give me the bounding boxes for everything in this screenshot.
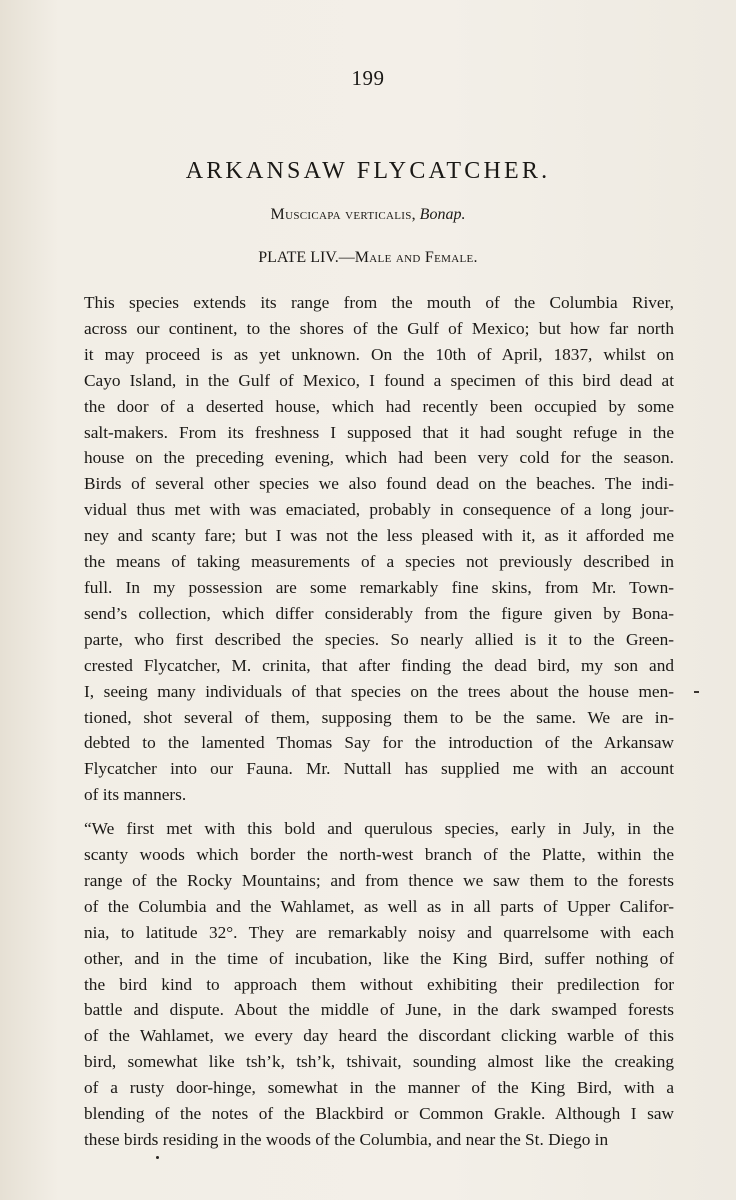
text-line: “We first met with this bold and querulous species, early in July, in the	[84, 819, 674, 839]
ink-mark	[694, 691, 699, 693]
text-line: the door of a deserted house, which had recently been occupied by some	[84, 396, 674, 416]
text-line: full. In my possession are some remarkably fine skins, from Mr. Town-	[84, 577, 674, 597]
text-line: crested Flycatcher, M. crinita, that after finding the dead bird, my son and	[84, 655, 674, 675]
plate-caption-line	[0, 249, 736, 267]
text-line: vidual thus met with was emaciated, probably in consequence of a long jour-	[84, 500, 674, 520]
scientific-name-line	[0, 206, 736, 224]
text-line: the means of taking measurements of a species not previously described in	[84, 552, 674, 572]
text-line: This species extends its range from the mouth of the Columbia River,	[84, 293, 674, 312]
text-line: bird, somewhat like tsh’k, tsh’k, tshivait, sounding almost like the creaking	[84, 1052, 674, 1072]
text-line: of its manners.	[84, 785, 187, 805]
text-line: Cayo Island, in the Gulf of Mexico, I found a specimen of this bird dead at	[84, 370, 674, 390]
text-line: the bird kind to approach them without exhibiting their predilection for	[84, 974, 674, 994]
text-line: tioned, shot several of them, supposing them to be the same. We are in-	[84, 707, 674, 727]
text-line: of the Wahlamet, we every day heard the discordant clicking warble of this	[84, 1026, 674, 1046]
scientific-separator: ,	[411, 206, 420, 223]
text-line: I, seeing many individuals of that species on the trees about the house men-	[84, 681, 674, 701]
paragraph-2	[84, 816, 674, 1153]
text-line: battle and dispute. About the middle of June, in the dark swamped forests	[84, 1000, 674, 1020]
text-line: debted to the lamented Thomas Say for the introduction of the Arkansaw	[84, 733, 674, 753]
page-number: 199	[351, 66, 385, 90]
text-line: Birds of several other species we also found dead on the beaches. The indi-	[84, 474, 674, 494]
text-line: across our continent, to the shores of the Gulf of Mexico; but how far north	[84, 318, 674, 338]
text-line: blending of the notes of the Blackbird or Common Grakle. Although I saw	[84, 1104, 674, 1124]
scientific-authority: Bonap.	[419, 206, 466, 223]
page-title: ARKANSAW FLYCATCHER.	[185, 158, 551, 184]
plate-caption: Male and Female.	[354, 249, 478, 266]
text-line: parte, who first described the species. So nearly allied is it to the Green-	[84, 629, 674, 649]
ink-speck	[156, 1156, 159, 1159]
text-line: range of the Rocky Mountains; and from thence we saw them to the forests	[84, 870, 674, 890]
text-line: of the Columbia and the Wahlamet, as well as in all parts of Upper Califor-	[84, 896, 674, 916]
text-line: house on the preceding evening, which had been very cold for the season.	[84, 448, 674, 468]
paragraph-1	[84, 290, 674, 808]
text-line: it may proceed is as yet unknown. On the 10th of April, 1837, whilst on	[84, 344, 674, 364]
text-line: ney and scanty fare; but I was not the less pleased with it, as it afforded me	[84, 526, 674, 546]
body-text	[84, 290, 674, 1161]
scientific-name: Muscicapa verticalis	[270, 206, 412, 223]
text-line: of a rusty door-hinge, somewhat in the manner of the King Bird, with a	[84, 1078, 674, 1098]
text-line: Flycatcher into our Fauna. Mr. Nuttall has supplied me with an account	[84, 759, 674, 779]
text-line: salt-makers. From its freshness I supposed that it had sought refuge in the	[84, 422, 674, 442]
text-line: other, and in the time of incubation, like the King Bird, suffer nothing of	[84, 948, 674, 968]
text-line: nia, to latitude 32°. They are remarkably noisy and quarrelsome with each	[84, 922, 674, 942]
text-line: these birds residing in the woods of the Columbia, and near the St. Diego in	[84, 1130, 609, 1149]
plate-label: PLATE LIV.—	[258, 249, 355, 266]
text-line: scanty woods which border the north-west branch of the Platte, within the	[84, 845, 674, 865]
text-line: send’s collection, which differ considerably from the figure given by Bona-	[84, 603, 674, 623]
